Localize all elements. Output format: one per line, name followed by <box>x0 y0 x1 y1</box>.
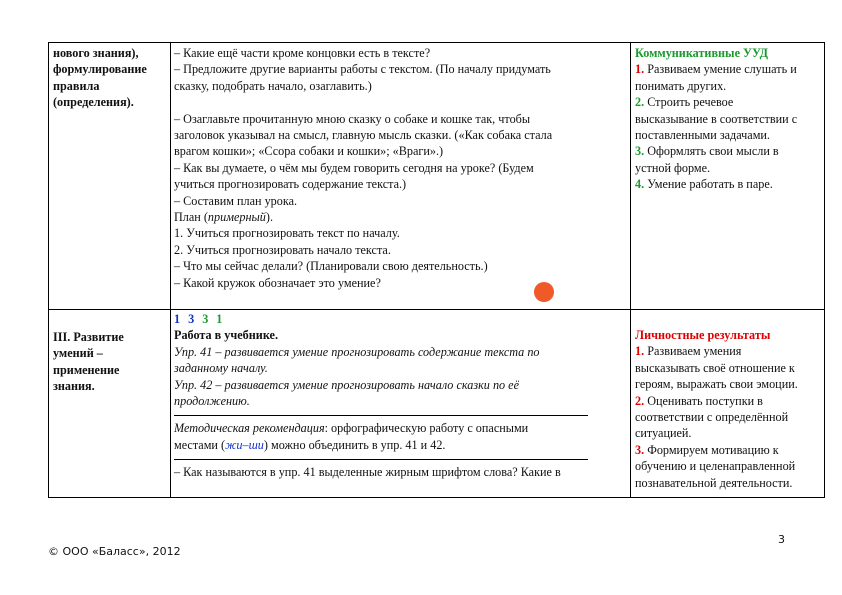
uud-item-number: 1. <box>635 62 645 77</box>
result-item-line <box>635 458 822 474</box>
exercise-line: Упр. 42 – развивается умение прогнозировать начало сказки по её <box>174 377 519 392</box>
teacher-line: учиться прогнозировать содержание текста.) <box>174 177 407 192</box>
exercise-line: Упр. 41 – развивается умение прогнозировать содержание текста по <box>174 344 540 359</box>
separator-rule <box>174 459 588 460</box>
result-item-number: 2. <box>635 393 645 408</box>
uud-item-text: понимать других. <box>635 78 727 93</box>
stage-line: умений – <box>53 346 103 361</box>
teacher-line: – Составим план урока. <box>174 193 298 208</box>
row1-stage-cell <box>53 45 170 111</box>
lesson-table <box>48 42 825 498</box>
result-item-line <box>635 425 822 441</box>
result-item-number: 3. <box>635 442 645 457</box>
stage-line: (определения). <box>53 95 134 110</box>
result-item-line <box>635 442 822 458</box>
uud-item-line <box>635 160 822 176</box>
uud-item-text: Развиваем умение слушать и <box>647 62 797 77</box>
result-item-text: ситуацией. <box>635 426 692 441</box>
row2-results-cell <box>635 327 822 491</box>
method-label: Методическая рекомендация <box>174 421 325 436</box>
teacher-line: – Какой кружок обозначает это умение? <box>174 275 381 290</box>
stage-line: применение <box>53 362 120 377</box>
uud-item-text: высказывание в соответствии с <box>635 111 798 126</box>
uud-item-number: 3. <box>635 144 645 159</box>
column-divider <box>630 43 631 497</box>
result-item-number: 1. <box>635 344 645 359</box>
method-line-2 <box>174 437 628 453</box>
result-item-line <box>635 475 822 491</box>
footer-copyright: © ООО «Баласс», 2012 <box>48 545 181 558</box>
method-highlight: жи–ши <box>225 437 264 452</box>
exercise-line: заданному началу. <box>174 361 268 376</box>
result-item-line <box>635 409 822 425</box>
uud-item-text: Строить речевое <box>647 95 734 110</box>
row2-teacher-cell <box>174 311 628 481</box>
result-item-text: высказывать своё отношение к <box>635 360 795 375</box>
teacher-line: – Предложите другие варианты работы с текстом. (По началу придумать <box>174 62 551 77</box>
results-title: Личностные результаты <box>635 328 771 342</box>
uud-item-line <box>635 176 822 192</box>
circle-numbers <box>174 311 628 327</box>
result-item-text: Формируем мотивацию к <box>647 442 779 457</box>
exercise-line: продолжению. <box>174 394 250 409</box>
method-line-1 <box>174 420 628 436</box>
uud-item-text: Умение работать в паре. <box>647 177 773 192</box>
uud-item-line <box>635 143 822 159</box>
teacher-line: врагом кошки»; «Ссора собаки и кошки»; «Враги».) <box>174 144 444 159</box>
method-text: местами ( <box>174 437 226 452</box>
stage-line: нового знания), <box>53 46 139 60</box>
row1-uud-cell <box>635 45 822 193</box>
work-title: Работа в учебнике. <box>174 328 278 343</box>
uud-item-text: Оформлять свои мысли в <box>647 144 779 159</box>
separator-rule <box>174 415 588 416</box>
result-item-text: Оценивать поступки в <box>647 393 763 408</box>
teacher-line: – Что мы сейчас делали? (Планировали свою деятельность.) <box>174 259 488 274</box>
uud-item-text: поставленными задачами. <box>635 128 770 143</box>
result-item-text: Развиваем умения <box>647 344 742 359</box>
stage-line: формулирование <box>53 62 147 77</box>
teacher-line: – Озаглавьте прочитанную мною сказку о собаке и кошке так, чтобы <box>174 111 531 126</box>
teacher-line: – Как вы думаете, о чём мы будем говорить сегодня на уроке? (Будем <box>174 160 534 175</box>
circle-number: 1 <box>216 312 223 326</box>
result-item-text: героям, выражать свои эмоции. <box>635 377 798 392</box>
uud-item-line <box>635 61 822 77</box>
result-item-text: познавательной деятельности. <box>635 475 793 490</box>
result-item-text: соответствии с определённой <box>635 410 789 425</box>
result-item-line <box>635 360 822 376</box>
uud-item-number: 2. <box>635 95 645 110</box>
plan-item: 2. Учиться прогнозировать начало текста. <box>174 242 391 257</box>
row2-stage-cell <box>53 329 170 395</box>
uud-item-line <box>635 111 822 127</box>
plan-item: 1. Учиться прогнозировать текст по началу. <box>174 226 400 241</box>
circle-number: 1 <box>174 312 181 326</box>
teacher-line: заголовок указывал на смысл, главную мысль сказки. («Как собака стала <box>174 128 553 143</box>
row1-teacher-cell <box>174 45 628 291</box>
circle-number: 3 <box>188 312 195 326</box>
stage-line: III. Развитие <box>53 330 124 344</box>
circle-number: 3 <box>202 312 209 326</box>
method-text: : орфографическую работу с опасными <box>324 421 529 436</box>
uud-item-line <box>635 78 822 94</box>
uud-item-line <box>635 127 822 143</box>
result-item-line <box>635 376 822 392</box>
page-number: 3 <box>778 533 785 546</box>
result-item-text: обучению и целенаправленной <box>635 459 796 474</box>
uud-title: Коммуникативные УУД <box>635 46 769 60</box>
result-item-line <box>635 343 822 359</box>
row-divider <box>49 309 824 310</box>
stage-line: правила <box>53 78 100 93</box>
column-divider <box>170 43 171 497</box>
plan-prefix: План ( <box>174 210 208 225</box>
uud-item-number: 4. <box>635 177 645 192</box>
uud-item-text: устной форме. <box>635 160 711 175</box>
stage-line: знания. <box>53 379 95 394</box>
question-line: – Как называются в упр. 41 выделенные жирным шрифтом слова? Какие в <box>174 465 561 480</box>
plan-suffix: ). <box>265 210 273 225</box>
orange-circle-marker <box>534 282 554 302</box>
plan-heading <box>174 209 628 225</box>
method-text: ) можно объединить в упр. 41 и 42. <box>263 437 446 452</box>
teacher-line <box>174 94 628 110</box>
uud-item-line <box>635 94 822 110</box>
plan-italic: примерный <box>207 210 266 225</box>
teacher-line: – Какие ещё части кроме концовки есть в тексте? <box>174 46 431 60</box>
teacher-line: сказку, подобрать начало, озаглавить.) <box>174 78 372 93</box>
result-item-line <box>635 393 822 409</box>
